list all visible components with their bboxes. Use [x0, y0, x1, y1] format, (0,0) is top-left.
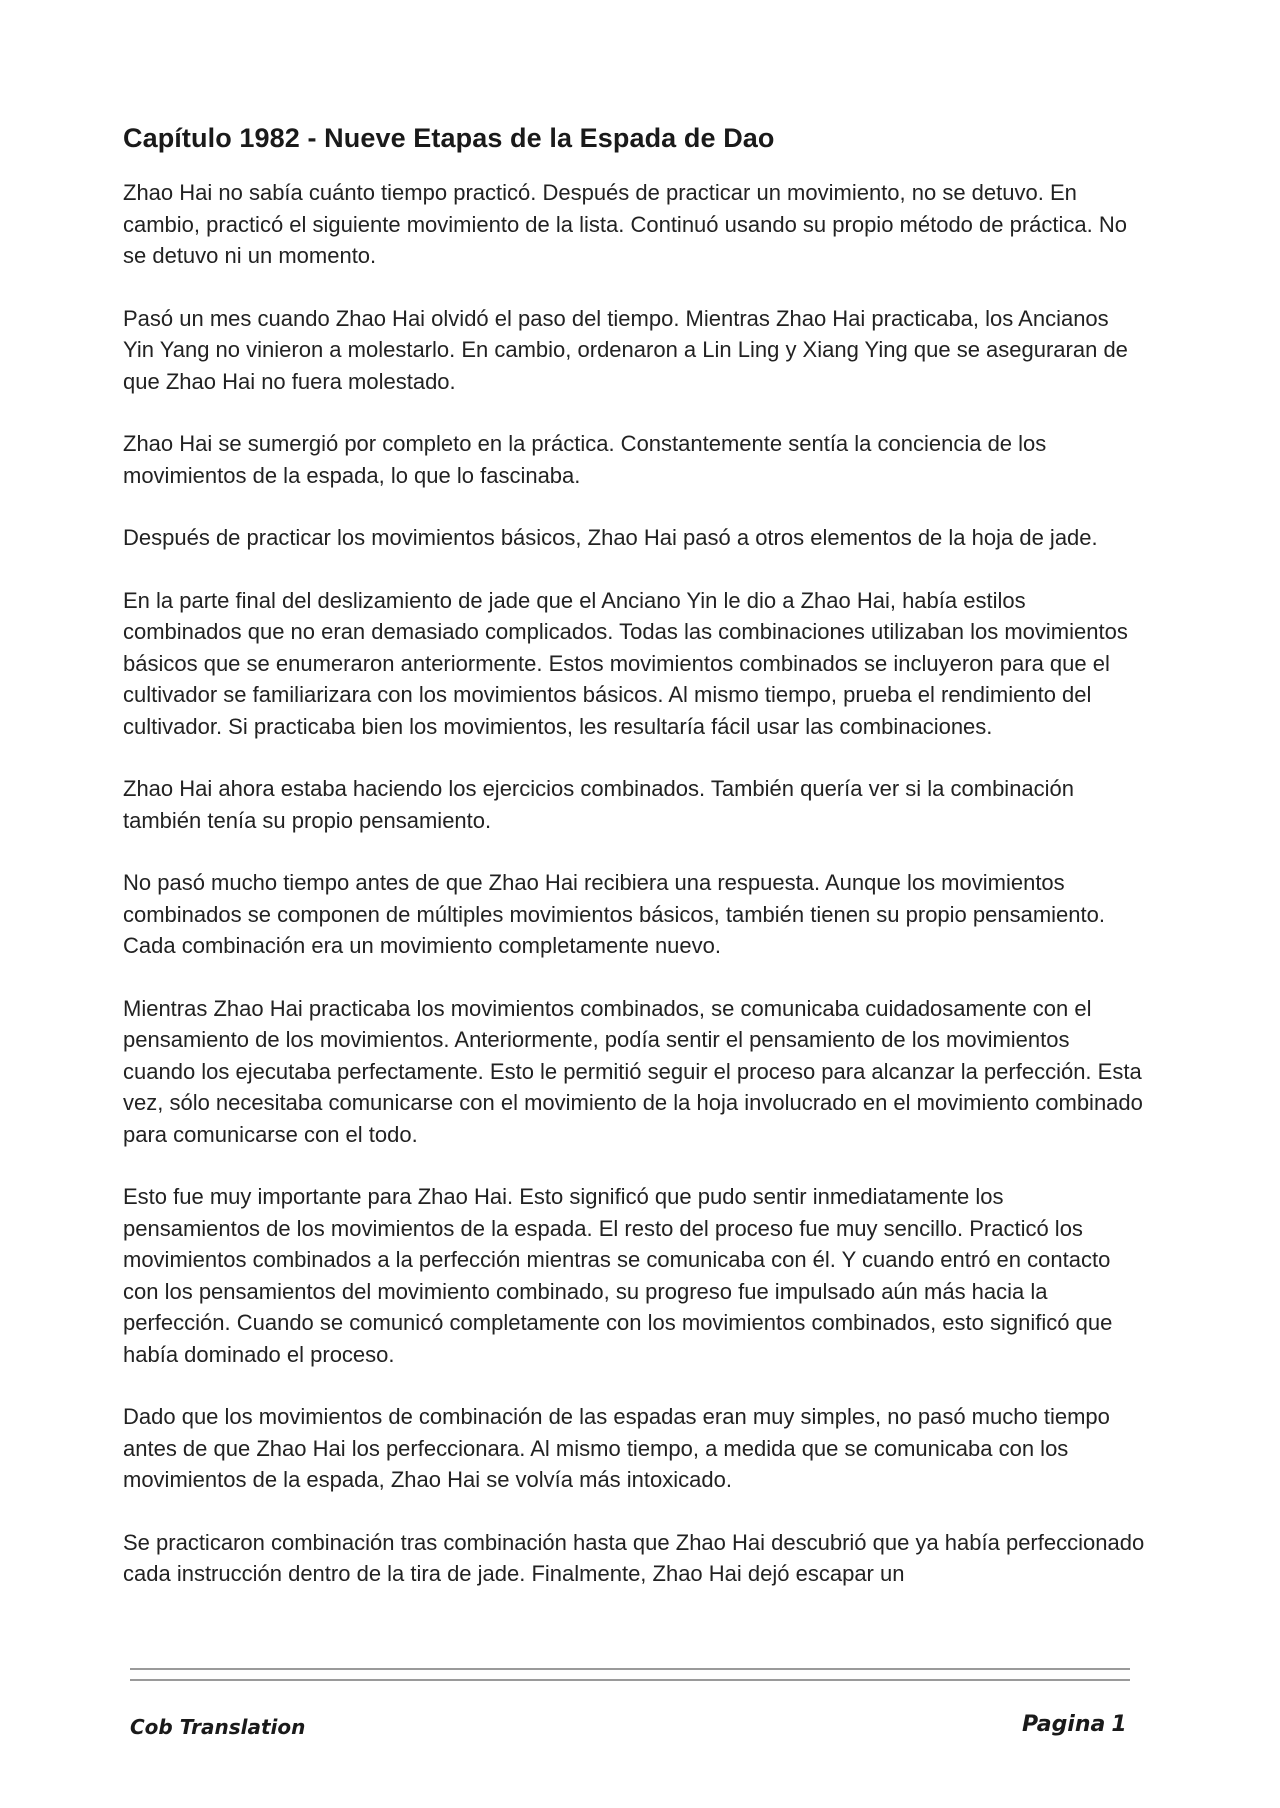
document-body [123, 121, 1145, 1621]
page-number: 1 [1111, 1712, 1127, 1737]
paragraph: Mientras Zhao Hai practicaba los movimientos combinados, se comunicaba cuidadosamente con el pensamiento de los movimientos. Anteriormente, podía sentir el pensamiento de los movimientos cuando los ejecutaba perfectamente. Esto le permitió seguir el proceso para alcanzar la perfección. Esta vez, sólo necesitaba comunicarse con el movimiento de la hoja involucrado en el movimiento combinado para comunicarse con el todo. [123, 995, 1143, 1147]
footer-translator-credit: Cob Translation [130, 1715, 306, 1739]
paragraph: Zhao Hai se sumergió por completo en la práctica. Constantemente sentía la conciencia de los movimientos de la espada, lo que lo fascinaba. [123, 431, 1047, 488]
footer-divider-bottom [130, 1679, 1130, 1681]
footer-page-indicator [1022, 1712, 1127, 1737]
paragraph: Se practicaron combinación tras combinación hasta que Zhao Hai descubrió que ya había perfeccionado cada instrucción dentro de la tira de jade. Finalmente, Zhao Hai dejó escapar un [123, 1529, 1145, 1586]
paragraph: En la parte final del deslizamiento de jade que el Anciano Yin le dio a Zhao Hai, había estilos combinados que no eran demasiado complicados. Todas las combinaciones utilizaban los movimientos básicos que se enumeraron anteriormente. Estos movimientos combinados se incluyeron para que el cultivador se familiarizara con los movimientos básicos. Al mismo tiempo, prueba el rendimiento del cultivador. Si practicaba bien los movimientos, les resultaría fácil usar las combinaciones. [123, 587, 1128, 739]
paragraph: No pasó mucho tiempo antes de que Zhao Hai recibiera una respuesta. Aunque los movimientos combinados se componen de múltiples movimientos básicos, también tienen su propio pensamiento. Cada combinación era un movimiento completamente nuevo. [123, 870, 1105, 958]
footer-divider-top [130, 1668, 1130, 1670]
paragraph: Esto fue muy importante para Zhao Hai. Esto significó que pudo sentir inmediatamente los pensamientos de los movimientos de la espada. El resto del proceso fue muy sencillo. Practicó los movimientos combinados a la perfección mientras se comunicaba con él. Y cuando entró en contacto con los pensamientos del movimiento combinado, su progreso fue impulsado aún más hacia la perfección. Cuando se comunicó completamente con los movimientos combinados, esto significó que había dominado el proceso. [123, 1184, 1113, 1367]
page-label: Pagina [1022, 1712, 1106, 1737]
paragraph: Zhao Hai no sabía cuánto tiempo practicó. Después de practicar un movimiento, no se detuvo. En cambio, practicó el siguiente movimiento de la lista. Continuó usando su propio método de práctica. No se detuvo ni un momento. [123, 180, 1127, 268]
chapter-title: Capítulo 1982 - Nueve Etapas de la Espada de Dao [123, 123, 775, 153]
paragraph: Zhao Hai ahora estaba haciendo los ejercicios combinados. También quería ver si la combinación también tenía su propio pensamiento. [123, 776, 1075, 833]
paragraph: Después de practicar los movimientos básicos, Zhao Hai pasó a otros elementos de la hoja de jade. [123, 525, 1098, 550]
paragraph: Pasó un mes cuando Zhao Hai olvidó el paso del tiempo. Mientras Zhao Hai practicaba, los Ancianos Yin Yang no vinieron a molestarlo. En cambio, ordenaron a Lin Ling y Xiang Ying que se aseguraran de que Zhao Hai no fuera molestado. [123, 305, 1128, 394]
paragraph: Dado que los movimientos de combinación de las espadas eran muy simples, no pasó mucho tiempo antes de que Zhao Hai los perfeccionara. Al mismo tiempo, a medida que se comunicaba con los movimientos de la espada, Zhao Hai se volvía más intoxicado. [123, 1404, 1110, 1492]
